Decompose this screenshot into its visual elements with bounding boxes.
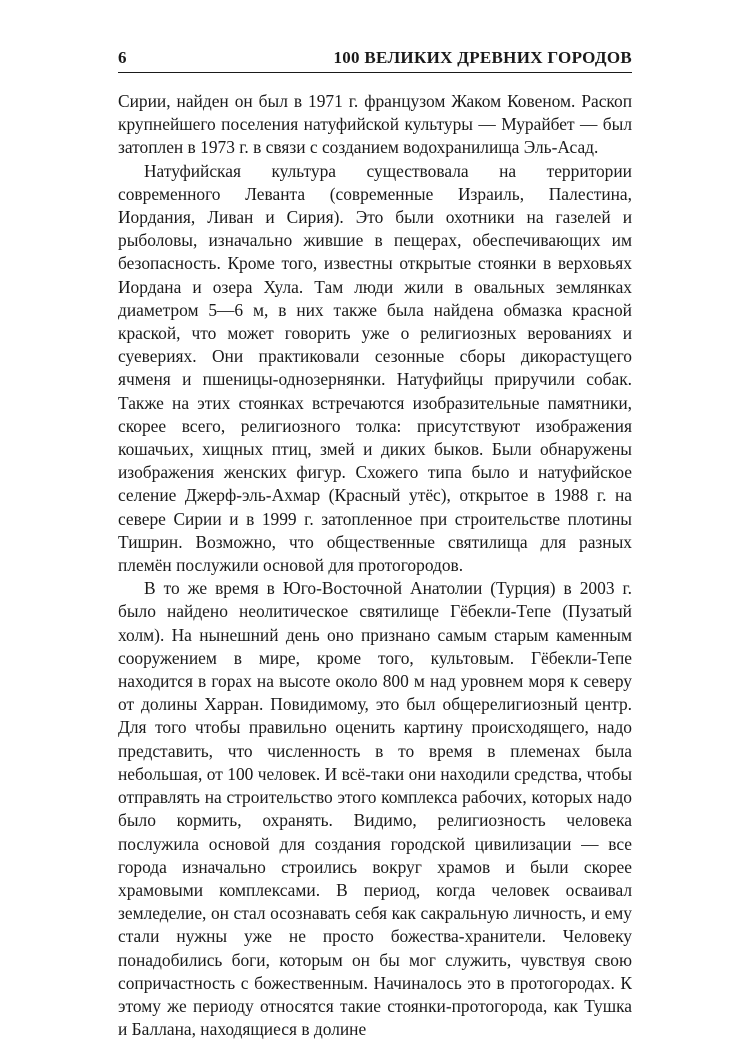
- page-body: [118, 90, 632, 1040]
- page-number: 6: [118, 48, 127, 67]
- running-title: 100 ВЕЛИКИХ ДРЕВНИХ ГОРОДОВ: [333, 48, 632, 67]
- running-header: [118, 42, 632, 73]
- paragraph-gobekli-tepe: В то же время в Юго-Восточной Анатолии (Турция) в 2003 г. было найдено неолитическое святилище Гёбекли-Тепе (Пузатый холм). На нынешний день оно признано самым старым каменным сооружением в мире, кроме того, культовым. Гёбекли-Тепе находится в горах на высоте около 800 м над уровнем моря к северу от долины Харран. Повидимому, это был общерелигиозный центр. Для того чтобы правильно оценить картину происходящего, надо представить, что численность в то время в племенах была небольшая, от 100 человек. И всё-таки они находили средства, чтобы отправлять на строительство этого комплекса рабочих, которых надо было кормить, охранять. Видимо, религиозность человека послужила основой для создания городской цивилизации — все города изначально строились вокруг храмов и были скорее храмовыми комплексами. В период, когда человек осваивал земледелие, он стал осознавать себя как сакральную личность, и ему стали нужны уже не просто божества-хранители. Человеку понадобились боги, которым он бы мог служить, чувствуя свою сопричастность с божественным. Начиналось это в протогородах. К этому же периоду относятся такие стоянки-протогорода, как Тушка и Баллана, находящиеся в долине: [118, 578, 632, 1040]
- paragraph-continuation: Сирии, найден он был в 1971 г. французом Жаком Ковеном. Раскоп крупнейшего поселения натуфийской культуры — Мурайбет — был затоплен в 1973 г. в связи с созданием водохранилища Эль-Асад.: [118, 91, 632, 158]
- paragraph-natufian-culture: Натуфийская культура существовала на территории современного Леванта (современные Израиль, Палестина, Иордания, Ливан и Сирия). Это были охотники на газелей и рыболовы, изначально жившие в пещерах, обеспечивающих им безопасность. Кроме того, известны открытые стоянки в верховьях Иордана и озера Хула. Там люди жили в овальных землянках диаметром 5—6 м, в них также была найдена обмазка красной краской, что может говорить уже о религиозных верованиях и суевериях. Они практиковали сезонные сборы дикорастущего ячменя и пшеницы-однозернянки. Натуфийцы приручили собак. Также на этих стоянках встречаются изобразительные памятники, скорее всего, религиозного толка: присутствуют изображения кошачьих, хищных птиц, змей и диких быков. Были обнаружены изображения женских фигур. Схожего типа было и натуфийское селение Джерф-эль-Ахмар (Красный утёс), открытое в 1988 г. на севере Сирии и в 1999 г. затопленное при строительстве плотины Тишрин. Возможно, что общественные святилища для разных племён послужили основой для протогородов.: [118, 160, 632, 576]
